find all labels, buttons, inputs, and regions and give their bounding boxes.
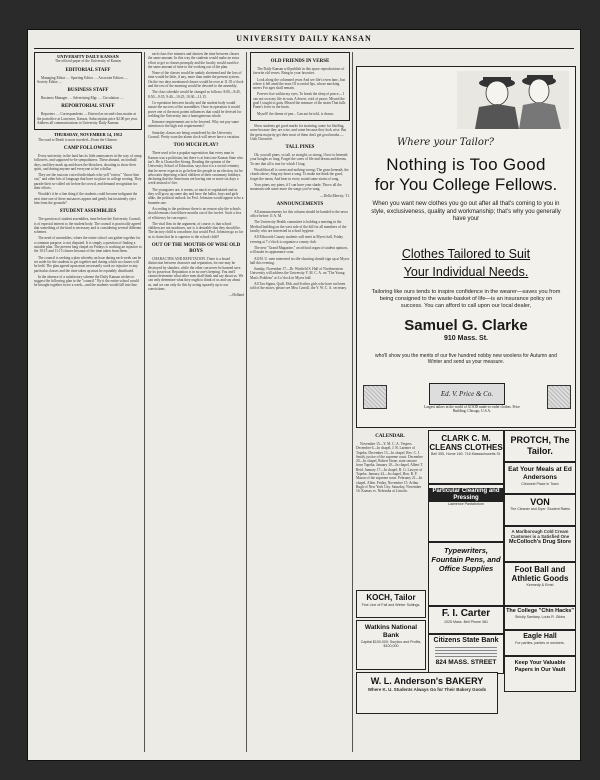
calendar-head: CALENDAR.	[375, 434, 405, 439]
newspaper-page	[28, 30, 580, 760]
calendar: CALENDAR. November 15—Y. M. C. A. Vespers. December 6—In chapel, J. B. Larimer of Topeka. December 13—In chapel, Rev. C. J. Smith, justice of the supreme court. December 20—In chapel, Robert Stone, state senator from Topeka. January 10—In chapel, Albert T. Reid. January 17—In chapel, R. G. Lawyer of Topeka. January 24—In chapel, Hon. R. F. Mason of the supreme court. February 21—In chapel, Allen. Friday, November 15. Arthur Rugh of New York City. Saturday, November 16. Kansas vs. Nebraska at Lincoln.	[356, 434, 424, 494]
dealer-name: Samuel G. Clarke	[404, 317, 528, 334]
ad-body: Tailoring like ours tends to inspire confidence in the wearer—saves you from being consigned to the waste-basket of life—is an insurance policy on success. You can afford to call upon our local dealer,	[371, 289, 561, 309]
article-head: TOO MUCH PLAY?	[173, 143, 219, 149]
staff-box: UNIVERSITY DAILY KANSAN The official paper of the University of Kansas EDITORIAL STAFF Managing Editor .... Sporting Editor .... Associate Editors .... Society Editor .... BUSINESS STAFF Business Manager .... Advertising Mgr. .... Circulation .... REPORTORIAL STAFF Reporters .... Correspondents .... Entered as second-class matter at the postoffice at Lawrence, Kansas. Subscription price $2.00 per year. Address all communications to University Daily Kansan.	[34, 52, 142, 130]
column-divider	[246, 52, 247, 752]
ad-sub: 1025 Mass. Bell Phone 381	[444, 620, 488, 624]
ad-title: Eagle Hall	[523, 633, 557, 640]
two-gentlemen-illustration	[457, 71, 569, 129]
column-divider	[352, 52, 353, 752]
ad-title: The College "Chin Hacks"	[506, 608, 574, 614]
bank-statement-lines	[435, 647, 497, 657]
ad-title: F. I. Carter	[441, 608, 491, 619]
ad-body: who'll show you the merits of our five hundred nobby new woolens for Autumn and Winter and send us your measure.	[375, 353, 557, 366]
staff-head: BUSINESS STAFF	[67, 88, 109, 94]
ad-football	[504, 562, 576, 606]
ad-subheadline: Clothes Tailored to Suit	[401, 247, 531, 261]
ad-protch	[504, 430, 576, 462]
ad-title: Watkins National Bank	[364, 624, 418, 639]
lead-quote: The road to Death is most traveled—From the Chinese.	[38, 137, 118, 142]
signoff: —Holland	[228, 293, 244, 298]
ad-headline: Nothing is Too Good	[386, 155, 546, 174]
ad-mccolloch	[504, 526, 576, 562]
portrait-icon	[547, 385, 571, 409]
ad-von	[504, 494, 576, 526]
ad-sub: Fine Line of Fall and Winter Suitings.	[361, 603, 421, 607]
staff-head: REPORTORIAL STAFF	[61, 104, 115, 110]
ad-title: KOCH, Tailor	[366, 593, 416, 602]
ad-sub: Where K. U. Students Always Go for Their Bakery Goods	[367, 687, 487, 692]
ad-title: Keep Your Valuable Papers in Our Vault	[514, 660, 566, 673]
ad-sub: Kennedy & Ernst	[526, 583, 554, 587]
article-head: ANNOUNCEMENTS	[276, 201, 324, 207]
ad-vault	[504, 656, 576, 692]
ad-title: A Marlborough Cold Cream Customer is a Satisfied One	[510, 529, 570, 540]
ad-pressing	[428, 484, 504, 542]
column-editorial: UNIVERSITY DAILY KANSAN The official paper of the University of Kansas EDITORIAL STAFF Managing Editor .... Sporting Editor .... Associate Editors .... Society Editor .... BUSINESS STAFF Business Manager .... Advertising Mgr. .... Circulation .... REPORTORIAL STAFF Reporters .... Correspondents .... Entered as second-class matter at the postoffice at Lawrence, Kansas. Subscription price $2.00 per year. Address all communications to University Daily Kansan. THURSDAY, NOVEMBER 14, 1912 The road to Death is most traveled—From the Chinese. CAMP FOLLOWERS Every university in the land has its little annoyances in the way of camp followers, and supposed-to-be sympathizers. These abound, on football days, and they mark up and down the bleachers, shouting to show their spirit, and during anyone and everyone to bet a dollar. They are the raucous voiced individuals who yell "rotten," "throw him out," and other bits of language that have no place in college rooting. They parade their so-called wit before the crowd, and demand recognition for their efforts. Wouldn't it be a fine thing if the students could become indignant the next time one of these nuisances appear and gently but insistently eject him from the grounds? STUDENT ASSEMBLIES The question of student assemblies, time before the University Council, is of especial interest to the student body. The council is practically agreed that something of the kind is necessary and is considering several different schemes. The need of assemblies, where the entire school can gather together for a common purpose, is not disputed. It is simply a question of finding a suitable plan. The present long chapel on Fridays is working an injustice to the 10:15 and 11:15 classes because of the time taken from them. The council is seeking a plan whereby an hour during each week can be set aside for the students to get together and during which no classes will be held. The plan agreed upon must necessarily work no injustice to any particular classes and the time taken up must be equitably distributed. In the absence of a satisfactory scheme the Daily Kansan wishes to suggest the following plan to the "council." By it the entire school would be brought together twice a week—and the students would fall into line.	[34, 54, 142, 288]
ad-subheadline: Your Individual Needs.	[403, 265, 529, 279]
ad-sub: 824 MASS. STREET	[435, 659, 497, 666]
ad-sub: McColloch's Drug Store	[508, 539, 572, 546]
dealer-address: 910 Mass. St.	[444, 335, 488, 342]
ad-sub: Bell 355, Home 160. 716 Massachusetts St.	[431, 452, 501, 456]
ad-title: Typewriters, Fountain Pens, and Office Supplies	[431, 546, 501, 573]
column-divider	[144, 52, 145, 752]
ad-title: VON	[530, 497, 550, 507]
ad-typewriters	[428, 542, 504, 606]
ad-anderson-bakery	[356, 672, 498, 714]
paper-subtitle: The official paper of the University of Kansas	[54, 59, 122, 64]
ad-andersons	[504, 462, 576, 494]
ad-sub: Capital $100,000; Surplus and Profits, $100,000	[360, 640, 422, 649]
portrait-icon	[363, 385, 387, 409]
ad-title: Citizens State Bank	[433, 637, 499, 644]
ad-title: CLARK C. M. CLEANS CLOTHES	[429, 434, 503, 452]
article-head: OLD FRIENDS IN VERSE	[270, 59, 330, 64]
ad-sub: Cleanest Place in Town	[521, 482, 559, 486]
ad-cleaner	[428, 430, 504, 484]
ad-watkins-bank	[356, 620, 426, 670]
ad-headline: for You College Fellows.	[374, 175, 558, 194]
ad-title: W. L. Anderson's BAKERY	[370, 676, 484, 686]
tailor-advertisement	[356, 66, 576, 428]
ad-title: Particular Cleaning and Pressing	[429, 488, 503, 502]
verse-box: OLD FRIENDS IN VERSE The Daily Kansan will publish in this space reproductions of favorite old verses. Bring in your favorites. Look along the columned years And see life's riven fane, Just where it fell amid the tears Of scornful lips, whose mocking sneers For ages shall remain. Forever fixe within my eyes, To break the sleep of peace— I can not own my life in vain, A desert, void of peace; Missed the goal I sought to gain, Missed the measure of the strain That lulls Fame's fever in the brain. Myself! the theme of pen... Can not be told, is drawn.	[250, 52, 350, 121]
masthead: UNIVERSITY DAILY KANSAN	[236, 34, 372, 43]
ad-sub: For parties, parties or smokers.	[515, 641, 565, 645]
ad-chin-hacks	[504, 606, 576, 630]
article-head: STUDENT ASSEMBLIES	[59, 209, 117, 215]
ad-koch	[356, 590, 426, 618]
ad-title: Foot Ball and Athletic Goods	[511, 565, 569, 583]
ad-sub: Strictly Sanitary. Louis R. Gibbs	[514, 615, 566, 619]
ad-carter	[428, 606, 504, 634]
paper-title: UNIVERSITY DAILY KANSAN	[57, 54, 119, 59]
ad-title: PROTCH, The Tailor.	[510, 435, 570, 456]
ad-title: Eat Your Meals at Ed Andersons	[508, 466, 572, 481]
column-news: each class five minutes and shorten the time between classes the same amount. In this way the students would make an extra effort to get to classes promptly and the faculty would sacrifice the same amount of time to the working out of the plan. None of the classes would be unduly shortened and the loss of time would be little, if any, more than under the present system. On the two days mentioned classes would be over at 11:35 o'clock and the rest of the morning would be devoted to the assembly. The class schedule would be changed as follows: 8:00—8:45, 8:50—9:35, 9:40—10:25, 10:30—11:15. Co-operation between faculty and the student body would insure the success of the assemblies. Once in operation it would prove one of the most potent influences that could be devised for welding the University into a homogeneous whole. Entrance requirements are to be lowered. Why not pay some attention to the high exit requirements? Saturday classes are being considered by the University Council. Pretty soon the alarm clock will never have a vacation. TOO MUCH PLAY? There used to be a popular superstition that every man in Kansas was a politician, but there is at least one Kansas State who isn't. He is Chancellor Strong. Reading the opinion of the University School of Education, says that it is a social certainty that he never expects to go before the people in an election, for he advocates depriving school children of their customary holidays, declaring that the Americans are having one or more six days a week instead of five. The youngsters are, it seems, so much re-capitulated and as they will grow up some day and have the ballot, boys and girls alike, the political outlook for Prof. Johnston would appear to be a brunette one. According to the professor there is no reason why the schools should remain closed three months out of the twelve. Such a loss of efficiency he can expect. The vital flaw in the argument, of course, is that school children are not machines, nor is it desirable that they should be. The factory child is a machine, but would Prof. Johnston go so far as to claim that he is superior to the school child? OUT OF THE MOUTHS OF WISE OLD BOYS CHARACTER AND REPUTATION. There is a broad distinction between character and reputation, for one may be destroyed by slanders, while the other can never be harmed save by its possessor. Reputation is in no one's keeping. You and I cannot determine what other men shall think and say about us. We can only determine what they ought to think of us and say about us, and we can only do this by acting squarely up to our convictions. —Holland	[148, 52, 244, 298]
staff-head: EDITORIAL STAFF	[65, 67, 111, 73]
masthead-rule	[34, 48, 574, 49]
signature-caption: Largest tailors in the world of GOOD made-to-order clothes. Price Building, Chicago, U.S.A.	[424, 405, 520, 414]
verse-credit: —Della Merrity, '11.	[320, 193, 350, 198]
ad-sub: The Cleaner and Dyer. Student Rates	[510, 507, 570, 511]
ad-script-heading: Where your Tailor?	[397, 137, 494, 148]
article-head: TALL PINES	[285, 145, 315, 151]
ad-eagle-hall	[504, 630, 576, 656]
ad-sub: Lawrence Pantatorium	[448, 502, 484, 506]
ad-body: When you want new clothes you go out after all that's coming to you in style, exclusiveness, quality and workmanship; that's why you generally have your	[371, 201, 561, 222]
dateline: THURSDAY, NOVEMBER 14, 1912	[53, 132, 123, 138]
article-head: OUT OF THE MOUTHS OF WISE OLD BOYS	[151, 242, 241, 254]
signature-logo: Ed. V. Price & Co.	[429, 383, 505, 405]
column-verse: OLD FRIENDS IN VERSE The Daily Kansan will publish in this space reproductions of favorite old verses. Bring in your favorites. Look along the columned years And see life's riven fane, Just where it fell amid the tears Of scornful lips, whose mocking sneers For ages shall remain. Forever fixe within my eyes, To break the sleep of peace— I can not own my life in vain, A desert, void of peace; Missed the goal I sought to gain, Missed the measure of the strain That lulls Fame's fever in the brain. Myself! the theme of pen... Can not be told, is drawn. Show students get good marks for straining, some for bluffing, some because they are wise, and some because they look wise. But the great majority get their most of them don't get good marks.—Utah Chronicle. TALL PINES Oh, you tall pines, so tall, so straight, so strong, I bow to beneath your boughs so long; Forget the cares of life and dream and dream, To one that all is true for which I long. Would that all is sweet and nothing wrong; The grass beneath, the clouds above, Sing my heart a song. To make me think the good, forget the mean, And hear in every sound some strain of song. Your pines, my pines, if I can have your shade, Throw all the mountain side some more the songs you've sung. —Della Merrity, '11. ANNOUNCEMENTS All announcements for this column should be handed to the news office before 11 A. M. The University Health committee is holding a meeting in the Medical building on the west side of the hill for all members of the faculty who are interested in school hygiene. All Ellsworth County students will meet at Myers hall, Friday evening at 7 o'clock to organize a county club. The new "Grand Magazine," an official organ of student opinion, will make its appearance soon. All M. U. men interested in rifle shooting should sign up at Myers hall this evening. Sunday, November 17—Dr. Winfield S. Hall of Northwestern University will address the University Y. M. C. A. on "The Young Man's Problem" at 4 o'clock in Myers hall. All Tau Sigma, Quill, Ebb, and Scribes girls who have not been told of the mixer, please see Miss Carroll, the Y. W. C. A. secretary.	[250, 52, 350, 756]
ad-citizens-bank	[428, 634, 504, 674]
article-head: CAMP FOLLOWERS	[63, 145, 113, 151]
